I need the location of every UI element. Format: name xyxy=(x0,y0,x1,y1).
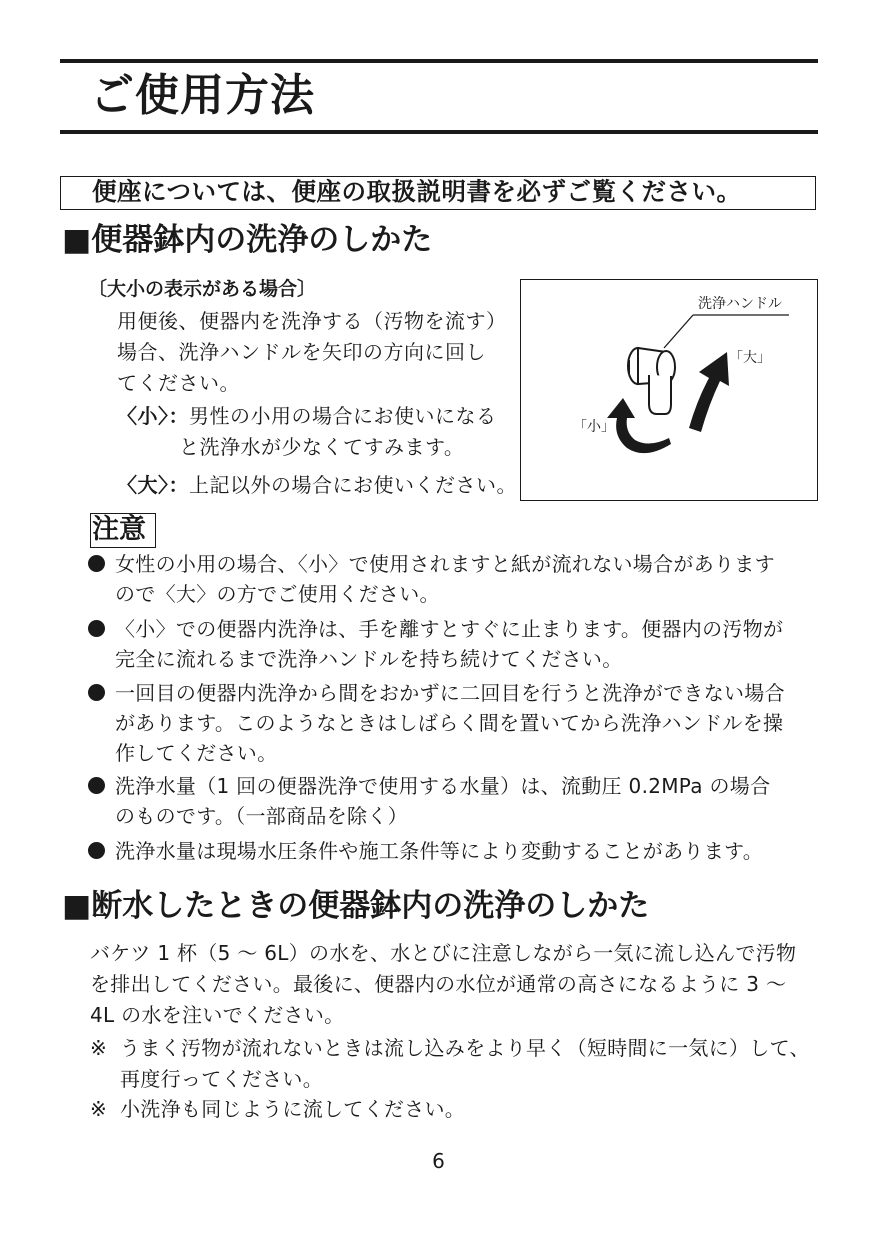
caution-line: のものです。（一部商品を除く） xyxy=(115,804,408,828)
note-line: 小洗浄も同じように流してください。 xyxy=(120,1097,466,1121)
header-top-rule xyxy=(60,59,818,63)
caution-line: 〈小〉での便器内洗浄は、手を離すとすぐに止まります。便器内の汚物が xyxy=(115,617,784,641)
note-item xyxy=(90,1094,465,1125)
small-text: 男性の小用の場合にお使いになる xyxy=(189,404,497,428)
small-text-cont: と洗浄水が少なくてすみます。 xyxy=(179,435,465,459)
small-direction-label: 「小」 xyxy=(573,419,615,435)
flush-handle-illustration xyxy=(521,280,816,499)
section-subheading: 〔大小の表示がある場合〕 xyxy=(88,278,317,300)
note-line: うまく汚物が流れないときは流し込みをより早く（短時間に一気に）して、 xyxy=(120,1036,810,1060)
caution-line: 女性の小用の場合、〈小〉で使用されますと紙が流れない場合があります xyxy=(115,552,775,576)
flush-instructions xyxy=(117,306,517,501)
section-heading-water-outage: ■断水したときの便器鉢内の洗浄のしかた xyxy=(62,888,650,924)
note-line: 再度行ってください。 xyxy=(120,1067,323,1091)
caution-item xyxy=(88,549,818,609)
caution-line: 一回目の便器内洗浄から間をおかずに二回目を行うと洗浄ができない場合 xyxy=(115,681,785,705)
bullet-icon xyxy=(88,777,105,794)
note-mark: ※ xyxy=(90,1036,108,1060)
caution-item xyxy=(88,614,818,674)
small-flush-item xyxy=(117,401,517,432)
intro-line: 場合、洗浄ハンドルを矢印の方向に回し xyxy=(117,340,486,364)
flush-handle-figure xyxy=(520,279,818,501)
page-title: ご使用方法 xyxy=(90,70,315,121)
bullet-icon xyxy=(88,620,105,637)
large-arrow-icon xyxy=(689,352,729,432)
body-line: 4L の水を注いでください。 xyxy=(90,1003,345,1027)
note-mark: ※ xyxy=(90,1097,108,1121)
bullet-icon xyxy=(88,842,105,859)
large-label: 〈大〉： xyxy=(117,473,189,497)
caution-item xyxy=(88,678,818,768)
body-line: バケツ 1 杯（5 ～ 6L）の水を、水とびに注意しながら一気に流し込んで汚物 xyxy=(90,941,797,965)
caution-item xyxy=(88,771,818,831)
small-label: 〈小〉： xyxy=(117,404,189,428)
large-flush-item xyxy=(117,470,517,501)
caution-line: 洗浄水量（1 回の便器洗浄で使用する水量）は、流動圧 0.2MPa の場合 xyxy=(115,774,771,798)
handle-label: 洗浄ハンドル xyxy=(698,296,782,312)
bullet-icon xyxy=(88,555,105,572)
intro-line: 用便後、便器内を洗浄する（汚物を流す） xyxy=(117,309,507,333)
caution-line: ので〈大〉の方でご使用ください。 xyxy=(115,582,440,606)
water-outage-body xyxy=(90,938,796,1031)
header-bottom-rule xyxy=(60,130,818,134)
intro-line: てください。 xyxy=(117,371,240,395)
section-heading-flush: ■便器鉢内の洗浄のしかた xyxy=(62,222,433,258)
large-direction-label: 「大」 xyxy=(729,350,771,366)
caution-line: 完全に流れるまで洗浄ハンドルを持ち続けてください。 xyxy=(115,647,623,671)
bullet-icon xyxy=(88,684,105,701)
caution-line: 作してください。 xyxy=(115,741,278,765)
caution-item xyxy=(88,836,818,866)
caution-line: 洗浄水量は現場水圧条件や施工条件等により変動することがあります。 xyxy=(115,839,763,863)
large-text: 上記以外の場合にお使いください。 xyxy=(189,473,517,497)
flush-handle-icon xyxy=(628,348,675,414)
note-item xyxy=(90,1033,810,1095)
caution-line: があります。このようなときはしばらく間を置いてから洗浄ハンドルを操 xyxy=(115,711,784,735)
page-number: 6 xyxy=(432,1149,445,1173)
notice-text: 便座については、便座の取扱説明書を必ずご覧ください。 xyxy=(92,177,742,206)
body-line: を排出してください。最後に、便器内の水位が通常の高さになるように 3 ～ xyxy=(90,972,787,996)
caution-title: 注意 xyxy=(92,514,146,545)
